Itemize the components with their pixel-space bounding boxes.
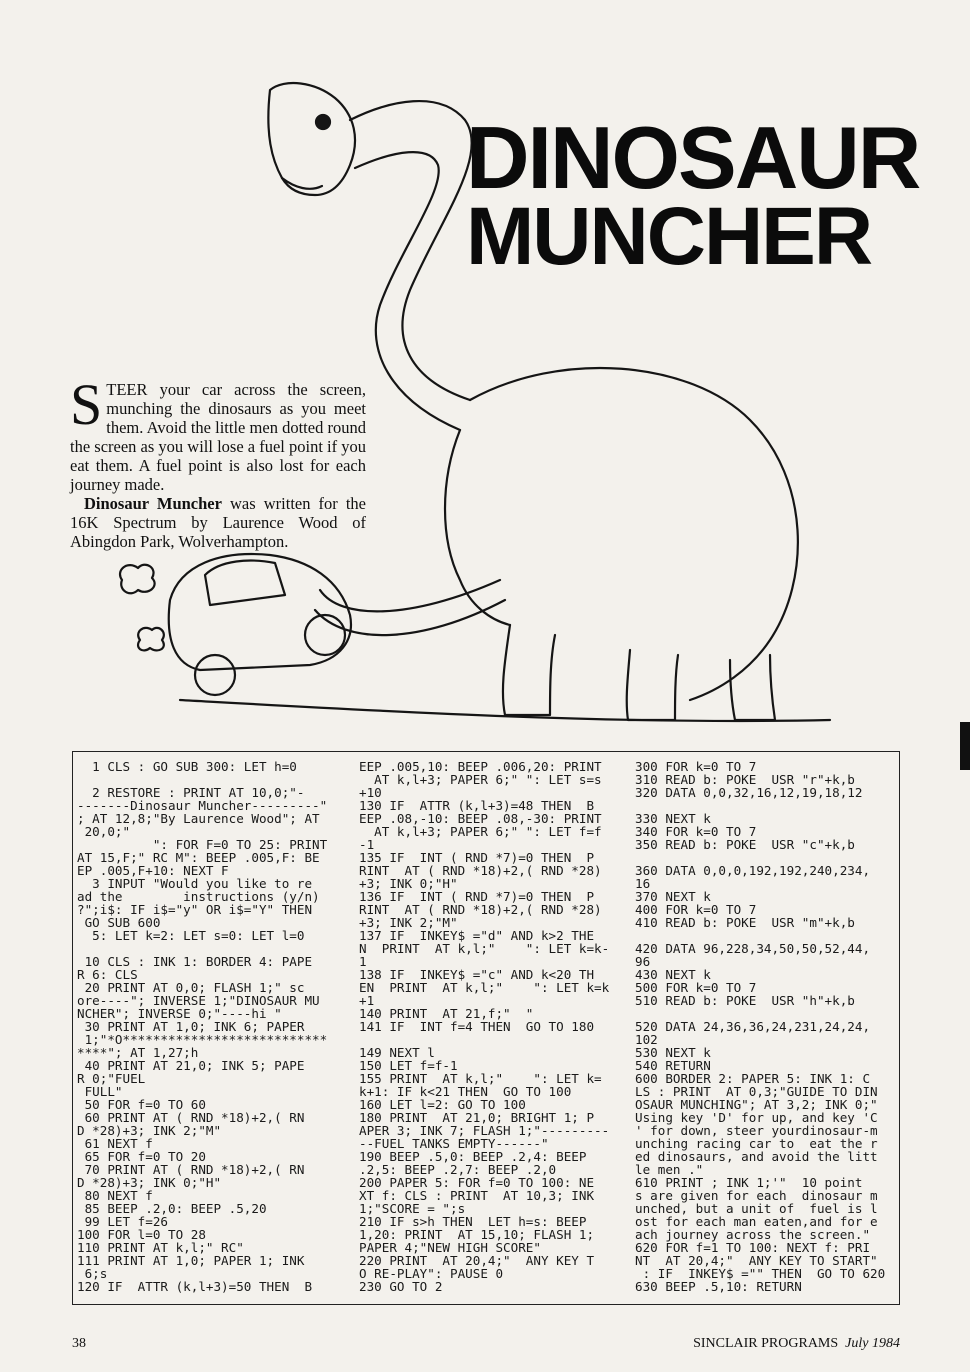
magazine-name: SINCLAIR PROGRAMS	[693, 1336, 839, 1351]
listing-column-1: 1 CLS : GO SUB 300: LET h=0 2 RESTORE : PRINT AT 10,0;"- -------Dinosaur Muncher---------" ; AT 12,8;"By Laurence Wood"; AT 20,0;" ": FOR F=0 TO 25: PRINT AT 15,F;" RC M": BEEP .005,F: BE EP .005,F+10: NEXT F 3 INPUT "Would you like to re ad the instructions (y/n) ?";i$: IF i$="y" OR i$="Y" THEN GO SUB 600 5: LET k=2: LET s=0: LET l=0 10 CLS : INK 1: BORDER 4: PAPE R 6: CLS 20 PRINT AT 0,0; FLASH 1;" sc ore----"; INVERSE 1;"DINOSAUR MU NCHER"; INVERSE 0;"----hi " 30 PRINT AT 1,0; INK 6; PAPER 1;"*O*************************** ****"; AT 1,27;h 40 PRINT AT 21,0; INK 5; PAPE R 0;"FUEL FULL" 50 FOR f=0 TO 60 60 PRINT AT ( RND *18)+2,( RN D *28)+3; INK 2;"M" 61 NEXT f 65 FOR f=0 TO 20 70 PRINT AT ( RND *18)+2,( RN D *28)+3; INK 0;"H" 80 NEXT f 85 BEEP .2,0: BEEP .5,20 99 LET f=26 100 FOR l=0 TO 28 110 PRINT AT k,l;" RC" 111 PRINT AT 1,0; PAPER 1; INK 6;s 120 IF ATTR (k,l+3)=50 THEN B	[77, 759, 328, 1294]
intro-paragraph-2-text: was written for the 16K Spectrum by Laurence Wood of Abingdon Park, Wolverhampton.	[70, 494, 367, 551]
page-edge-mark	[960, 722, 970, 770]
article-title	[466, 108, 920, 282]
listing-column-3: 300 FOR k=0 TO 7 310 READ b: POKE USR "r"+k,b 320 DATA 0,0,32,16,12,19,18,12 330 NEXT k 340 FOR k=0 TO 7 350 READ b: POKE USR "c"+k,b 360 DATA 0,0,0,192,192,240,234, 16 370 NEXT k 400 FOR k=0 TO 7 410 READ b: POKE USR "m"+k,b 420 DATA 96,228,34,50,50,52,44, 96 430 NEXT k 500 FOR k=0 TO 7 510 READ b: POKE USR "h"+k,b 520 DATA 24,36,36,24,231,24,24, 102 530 NEXT k 540 RETURN 600 BORDER 2: PAPER 5: INK 1: C LS : PRINT AT 0,3;"GUIDE TO DIN OSAUR MUNCHING"; AT 3,2; INK 0;" Using key 'D' for up, and key 'C ' for down, steer yourdinosaur-m unching racing car to eat the r ed dinosaurs, and avoid the litt le men ." 610 PRINT ; INK 1;'" 10 point s are given for each dinosaur m unched, but a unit of fuel is l ost for each man eaten,and for e ach journey across the screen." 620 FOR f=1 TO 100: NEXT f: PRI NT AT 20,4;" ANY KEY TO START" : IF INKEY$ ="" THEN GO TO 620 630 BEEP .5,10: RETURN	[635, 759, 886, 1294]
page-number: 38	[72, 1336, 86, 1351]
listing-column-2: EEP .005,10: BEEP .006,20: PRINT AT k,l+3; PAPER 6;" ": LET s=s +10 130 IF ATTR (k,l+3)=48 THEN B EEP .08,-10: BEEP .08,-30: PRINT AT k,l+3; PAPER 6;" ": LET f=f -1 135 IF INT ( RND *7)=0 THEN P RINT AT ( RND *18)+2,( RND *28) +3; INK 0;"H" 136 IF INT ( RND *7)=0 THEN P RINT AT ( RND *18)+2,( RND *28) +3; INK 2;"M" 137 IF INKEY$ ="d" AND k>2 THE N PRINT AT k,l;" ": LET k=k- 1 138 IF INKEY$ ="c" AND k<20 TH EN PRINT AT k,l;" ": LET k=k +1 140 PRINT AT 21,f;" " 141 IF INT f=4 THEN GO TO 180 149 NEXT l 150 LET f=f-1 155 PRINT AT k,l;" ": LET k= k+1: IF k<21 THEN GO TO 100 160 LET l=2: GO TO 100 180 PRINT AT 21,0; BRIGHT 1; P APER 3; INK 7; FLASH 1;"--------- --FUEL TANKS EMPTY------" 190 BEEP .5,0: BEEP .2,4: BEEP .2,5: BEEP .2,7: BEEP .2,0 200 PAPER 5: FOR f=0 TO 100: NE XT f: CLS : PRINT AT 10,3; INK 1;"SCORE = ";s 210 IF s>h THEN LET h=s: BEEP 1,20: PRINT AT 15,10; FLASH 1; PAPER 4;"NEW HIGH SCORE" 220 PRINT AT 20,4;" ANY KEY T O RE-PLAY": PAUSE 0 230 GO TO 2	[359, 759, 610, 1294]
intro-text	[70, 372, 367, 551]
program-name: Dinosaur Muncher	[84, 494, 222, 513]
program-listing	[72, 751, 900, 1305]
intro-paragraph-1-text: TEER your car across the screen, munching the dinosaurs as you meet them. Avoid the little men dotted round the screen as you will lose a fuel point if you eat them. A fuel point is also lost for each journey made.	[70, 380, 367, 494]
intro-paragraph-2	[70, 494, 366, 551]
drop-cap: S	[70, 372, 103, 437]
intro-paragraph-1	[70, 372, 367, 494]
title-line-1: DINOSAUR	[466, 108, 920, 207]
issue-date: July 1984	[845, 1336, 900, 1351]
magazine-footer	[693, 1336, 900, 1352]
title-line-2: MUNCHER	[466, 190, 872, 282]
